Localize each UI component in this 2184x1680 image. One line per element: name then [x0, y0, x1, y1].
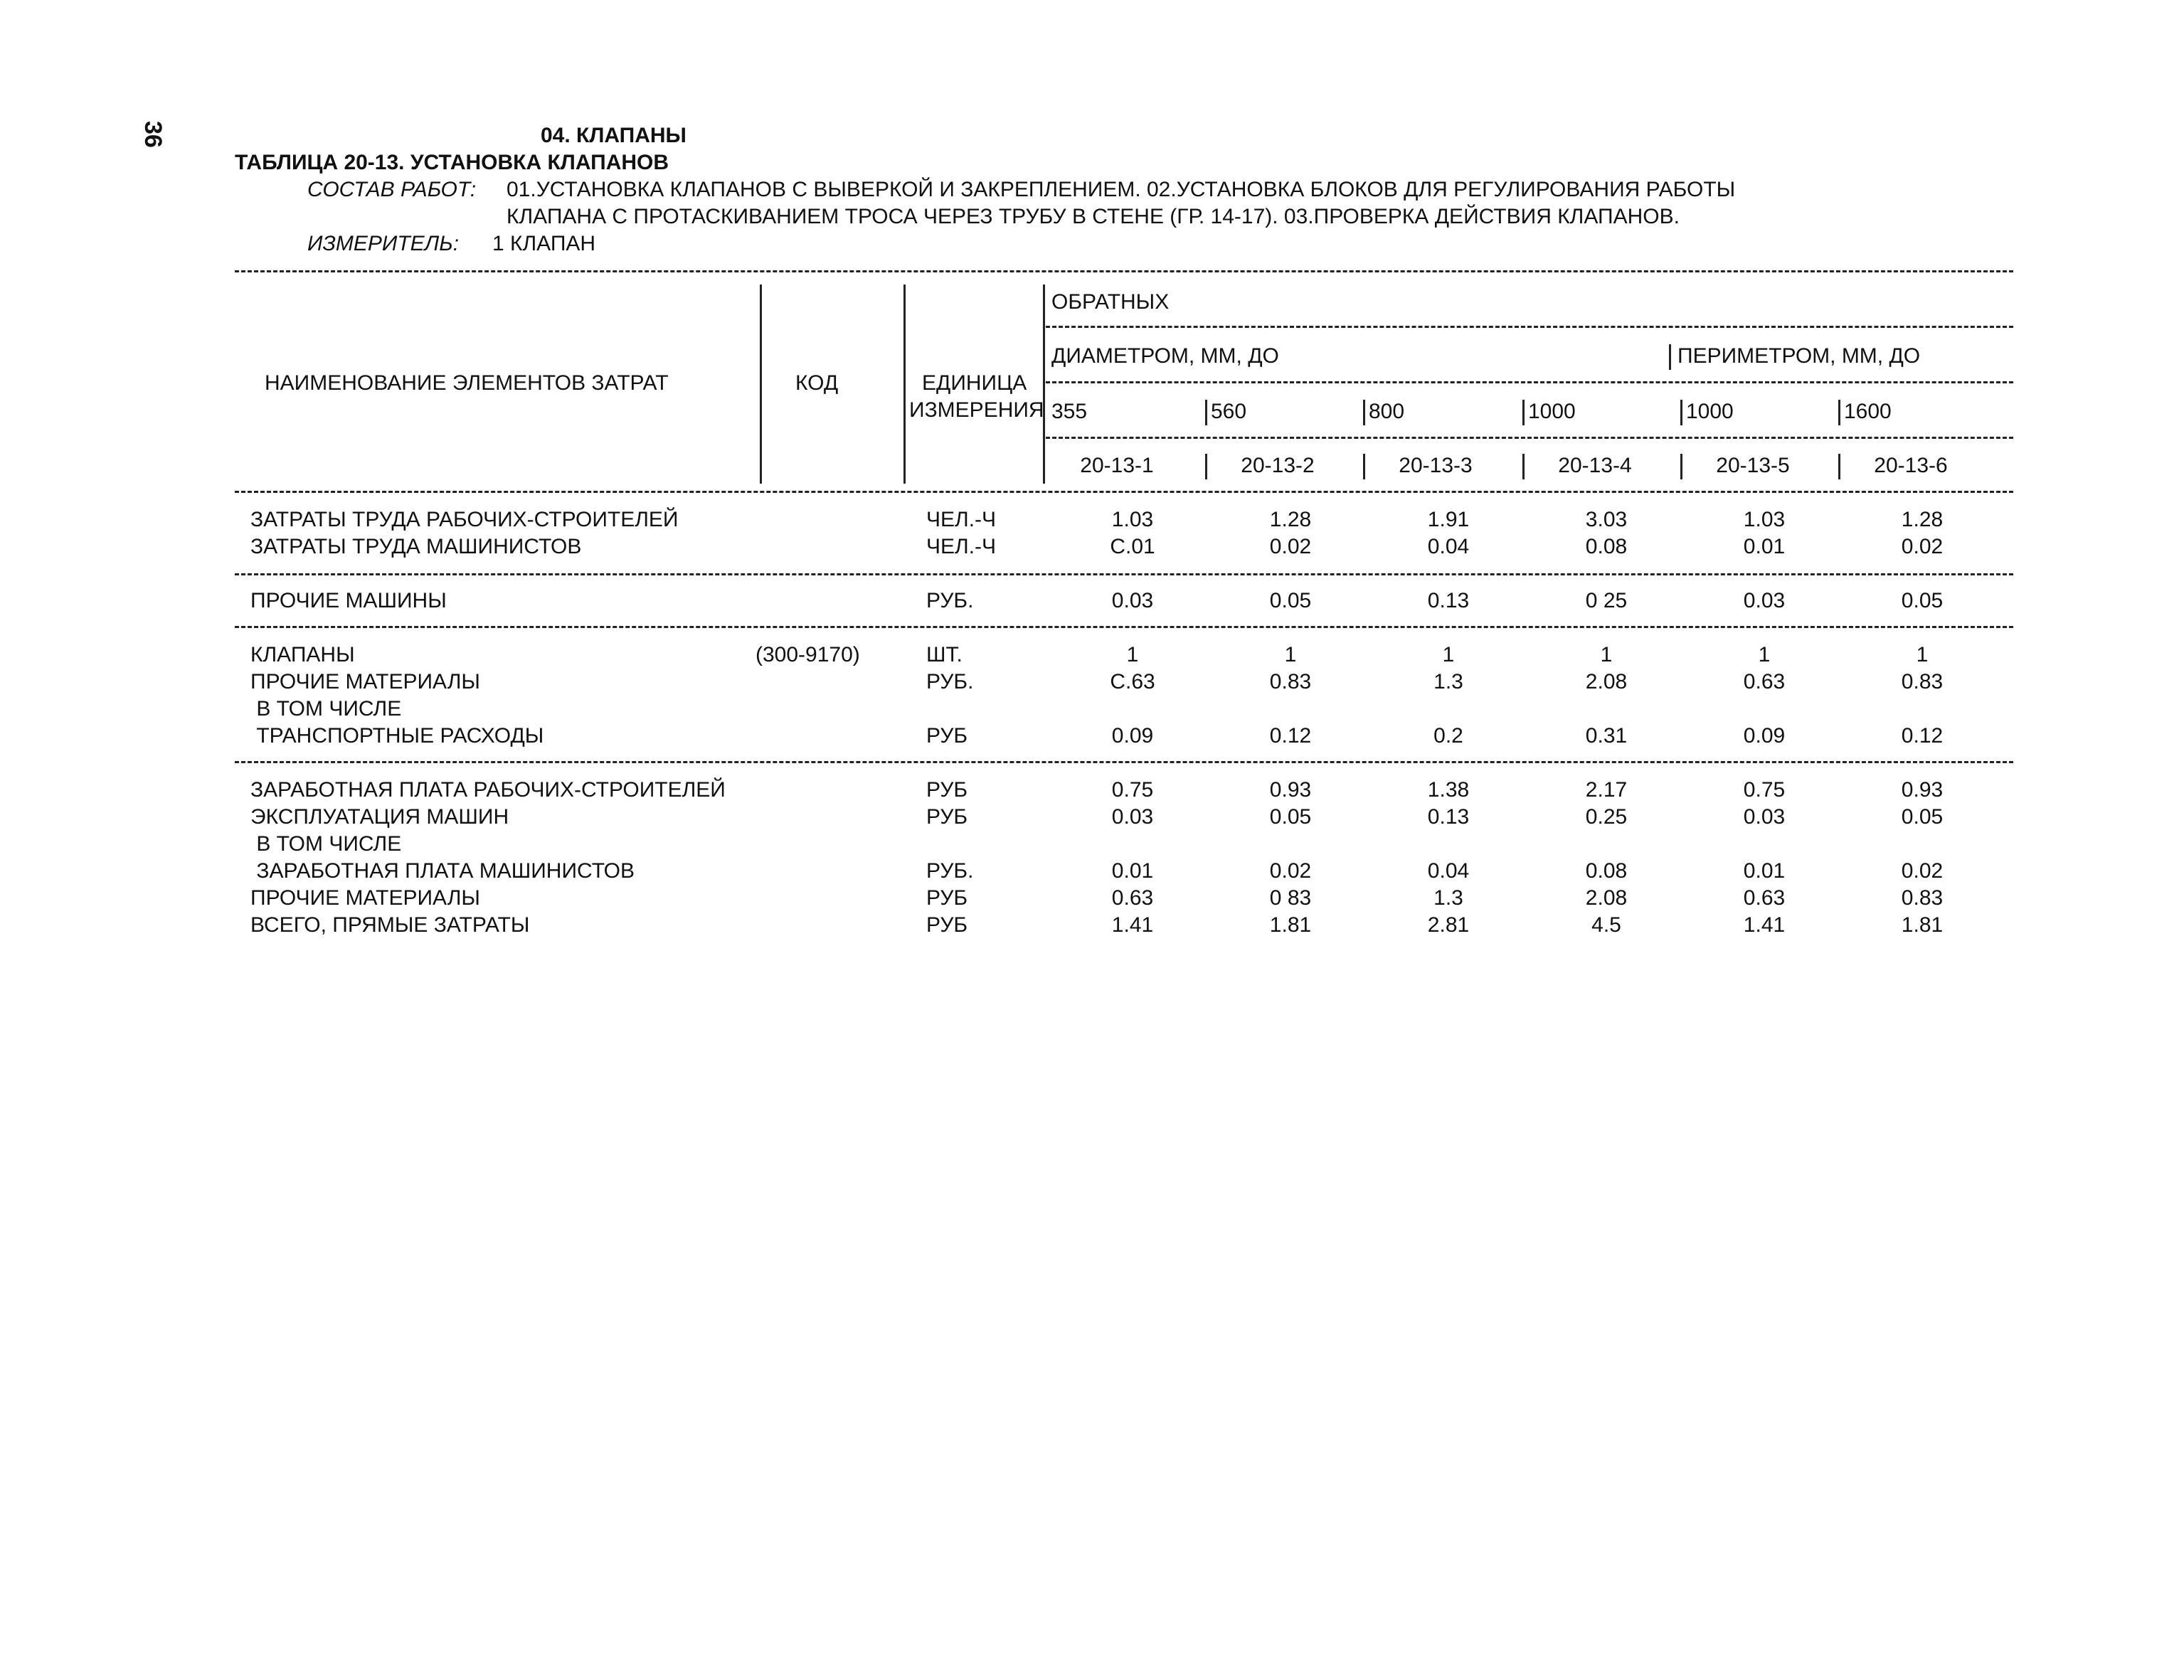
row-value: 0.12 — [1901, 724, 1944, 748]
row-value: 0 25 — [1585, 589, 1628, 612]
row-value: 0.25 — [1585, 805, 1628, 829]
row-value: 0.75 — [1743, 778, 1786, 802]
row-name: В ТОМ ЧИСЛЕ — [250, 697, 402, 721]
row-name: ПРОЧИЕ МАШИНЫ — [250, 589, 447, 612]
row-value: 0.13 — [1427, 589, 1470, 612]
row-value: 1 — [1916, 643, 1929, 666]
row-value: 1.03 — [1111, 508, 1154, 531]
header-code: 20-13-2 — [1241, 454, 1315, 477]
size-divider — [1205, 400, 1207, 425]
header-sub-diameter: ДИАМЕТРОМ, ММ, ДО — [1051, 344, 1279, 368]
name-col-divider — [760, 285, 762, 484]
row-value: 0.31 — [1585, 724, 1628, 748]
header-size: 1000 — [1528, 400, 1576, 423]
row-unit: ЧЕЛ.-Ч — [926, 508, 997, 531]
row-value: 0.09 — [1743, 724, 1786, 748]
row-value: 1.03 — [1743, 508, 1786, 531]
row-value: 2.81 — [1427, 913, 1470, 937]
row-value: 1.28 — [1269, 508, 1312, 531]
header-size: 800 — [1369, 400, 1405, 423]
header-code: 20-13-6 — [1874, 454, 1948, 477]
row-value: 1.28 — [1901, 508, 1944, 531]
header-size: 355 — [1051, 400, 1088, 423]
composition-line-2: КЛАПАНА С ПРОТАСКИВАНИЕМ ТРОСА ЧЕРЕЗ ТРУБУ В СТЕНЕ (ГР. 14-17). 03.ПРОВЕРКА ДЕЙСТВИЯ КЛАПАНОВ. — [507, 205, 1680, 228]
row-value: 1.81 — [1269, 913, 1312, 937]
header-unit-col-1: ЕДИНИЦА — [922, 371, 1027, 395]
row-value: 0.03 — [1111, 589, 1154, 612]
row-value: 0.02 — [1901, 535, 1944, 558]
row-value: 0.02 — [1901, 859, 1944, 883]
size-divider — [1838, 400, 1840, 425]
code-col-divider — [903, 285, 906, 484]
header-group-rule — [1046, 326, 2013, 328]
row-value: 0.01 — [1743, 859, 1786, 883]
row-value: 0.12 — [1269, 724, 1312, 748]
row-name: ЭКСПЛУАТАЦИЯ МАШИН — [250, 805, 509, 829]
row-value: 0.01 — [1743, 535, 1786, 558]
row-name: ТРАНСПОРТНЫЕ РАСХОДЫ — [250, 724, 544, 748]
row-value: 0.08 — [1585, 535, 1628, 558]
code-divider — [1680, 454, 1682, 479]
header-bottom-rule — [235, 491, 2013, 493]
row-unit: РУБ — [926, 886, 968, 910]
row-value: 0.02 — [1269, 859, 1312, 883]
header-sub-perimeter: ПЕРИМЕТРОМ, ММ, ДО — [1677, 344, 1921, 368]
code-divider — [1363, 454, 1365, 479]
section-title: 04. КЛАПАНЫ — [541, 124, 687, 147]
row-name: ПРОЧИЕ МАТЕРИАЛЫ — [250, 670, 480, 693]
table-title: ТАБЛИЦА 20-13. УСТАНОВКА КЛАПАНОВ — [235, 151, 669, 174]
row-name: ЗАТРАТЫ ТРУДА МАШИНИСТОВ — [250, 535, 582, 558]
header-code: 20-13-1 — [1080, 454, 1154, 477]
group-rule — [235, 573, 2013, 575]
row-value: C.63 — [1110, 670, 1155, 693]
row-unit: РУБ. — [926, 589, 974, 612]
row-value: 1 — [1126, 643, 1139, 666]
row-unit: РУБ — [926, 778, 968, 802]
row-value: 0.63 — [1111, 886, 1154, 910]
row-value: 1.41 — [1743, 913, 1786, 937]
composition-label: СОСТАВ РАБОТ: — [307, 178, 477, 201]
group-rule — [235, 626, 2013, 628]
unit-col-divider — [1043, 285, 1045, 484]
row-value: 2.08 — [1585, 670, 1628, 693]
row-code: (300-9170) — [756, 643, 860, 666]
row-value: 0.05 — [1269, 805, 1312, 829]
row-value: 0.05 — [1269, 589, 1312, 612]
header-sub-rule — [1046, 381, 2013, 383]
row-name: ЗАРАБОТНАЯ ПЛАТА МАШИНИСТОВ — [250, 859, 635, 883]
header-name-col: НАИМЕНОВАНИЕ ЭЛЕМЕНТОВ ЗАТРАТ — [265, 371, 669, 395]
table-top-rule — [235, 270, 2013, 272]
row-name: В ТОМ ЧИСЛЕ — [250, 832, 402, 856]
row-value: 0.01 — [1111, 859, 1154, 883]
row-value: 3.03 — [1585, 508, 1628, 531]
row-value: 0.03 — [1111, 805, 1154, 829]
row-value: 0.08 — [1585, 859, 1628, 883]
row-unit: ЧЕЛ.-Ч — [926, 535, 997, 558]
measure-value: 1 КЛАПАН — [492, 232, 596, 255]
row-unit: РУБ — [926, 724, 968, 748]
composition-line-1: 01.УСТАНОВКА КЛАПАНОВ С ВЫВЕРКОЙ И ЗАКРЕПЛЕНИЕМ. 02.УСТАНОВКА БЛОКОВ ДЛЯ РЕГУЛИРОВАНИЯ РАБОТЫ — [507, 178, 1736, 201]
size-divider — [1363, 400, 1365, 425]
code-divider — [1838, 454, 1840, 479]
row-value: 0.93 — [1901, 778, 1944, 802]
perimeter-divider — [1669, 344, 1671, 370]
header-size: 1000 — [1686, 400, 1734, 423]
header-size-rule — [1046, 437, 2013, 439]
row-value: 1.38 — [1427, 778, 1470, 802]
row-value: 0.05 — [1901, 589, 1944, 612]
row-value: 0.83 — [1269, 670, 1312, 693]
row-value: 1.91 — [1427, 508, 1470, 531]
row-value: 1.81 — [1901, 913, 1944, 937]
row-unit: ШТ. — [926, 643, 963, 666]
code-divider — [1522, 454, 1525, 479]
row-name: ПРОЧИЕ МАТЕРИАЛЫ — [250, 886, 480, 910]
row-value: 0.03 — [1743, 805, 1786, 829]
row-value: 1.41 — [1111, 913, 1154, 937]
row-unit: РУБ — [926, 805, 968, 829]
header-size: 1600 — [1844, 400, 1892, 423]
size-divider — [1680, 400, 1682, 425]
row-name: ЗАРАБОТНАЯ ПЛАТА РАБОЧИХ-СТРОИТЕЛЕЙ — [250, 778, 726, 802]
header-code: 20-13-5 — [1716, 454, 1790, 477]
row-value: 4.5 — [1591, 913, 1621, 937]
row-unit: РУБ — [926, 913, 968, 937]
header-code-col: КОД — [795, 371, 839, 395]
row-name: ВСЕГО, ПРЯМЫЕ ЗАТРАТЫ — [250, 913, 530, 937]
row-value: C.01 — [1110, 535, 1155, 558]
row-value: 1 — [1284, 643, 1297, 666]
header-unit-col-2: ИЗМЕРЕНИЯ — [909, 398, 1044, 422]
row-value: 0.13 — [1427, 805, 1470, 829]
row-value: 0.93 — [1269, 778, 1312, 802]
row-name: ЗАТРАТЫ ТРУДА РАБОЧИХ-СТРОИТЕЛЕЙ — [250, 508, 679, 531]
size-divider — [1522, 400, 1525, 425]
row-value: 1.3 — [1433, 670, 1463, 693]
code-divider — [1205, 454, 1207, 479]
row-unit: РУБ. — [926, 670, 974, 693]
row-unit: РУБ. — [926, 859, 974, 883]
row-value: 0.05 — [1901, 805, 1944, 829]
row-value: 0.04 — [1427, 859, 1470, 883]
header-code: 20-13-3 — [1399, 454, 1473, 477]
row-value: 0.03 — [1743, 589, 1786, 612]
row-value: 0.75 — [1111, 778, 1154, 802]
row-value: 1.3 — [1433, 886, 1463, 910]
page-number: 36 — [139, 121, 166, 148]
row-value: 0.2 — [1433, 724, 1463, 748]
row-value: 0.02 — [1269, 535, 1312, 558]
row-value: 2.08 — [1585, 886, 1628, 910]
measure-label: ИЗМЕРИТЕЛЬ: — [307, 232, 460, 255]
row-value: 0.04 — [1427, 535, 1470, 558]
row-value: 0.63 — [1743, 670, 1786, 693]
row-value: 0.83 — [1901, 670, 1944, 693]
header-group: ОБРАТНЫХ — [1051, 290, 1170, 314]
row-value: 0.83 — [1901, 886, 1944, 910]
row-value: 1 — [1442, 643, 1455, 666]
header-size: 560 — [1211, 400, 1247, 423]
row-value: 0.63 — [1743, 886, 1786, 910]
row-value: 2.17 — [1585, 778, 1628, 802]
row-name: КЛАПАНЫ — [250, 643, 355, 666]
row-value: 1 — [1758, 643, 1771, 666]
header-code: 20-13-4 — [1558, 454, 1632, 477]
row-value: 0.09 — [1111, 724, 1154, 748]
row-value: 1 — [1600, 643, 1613, 666]
group-rule — [235, 761, 2013, 763]
row-value: 0 83 — [1269, 886, 1312, 910]
